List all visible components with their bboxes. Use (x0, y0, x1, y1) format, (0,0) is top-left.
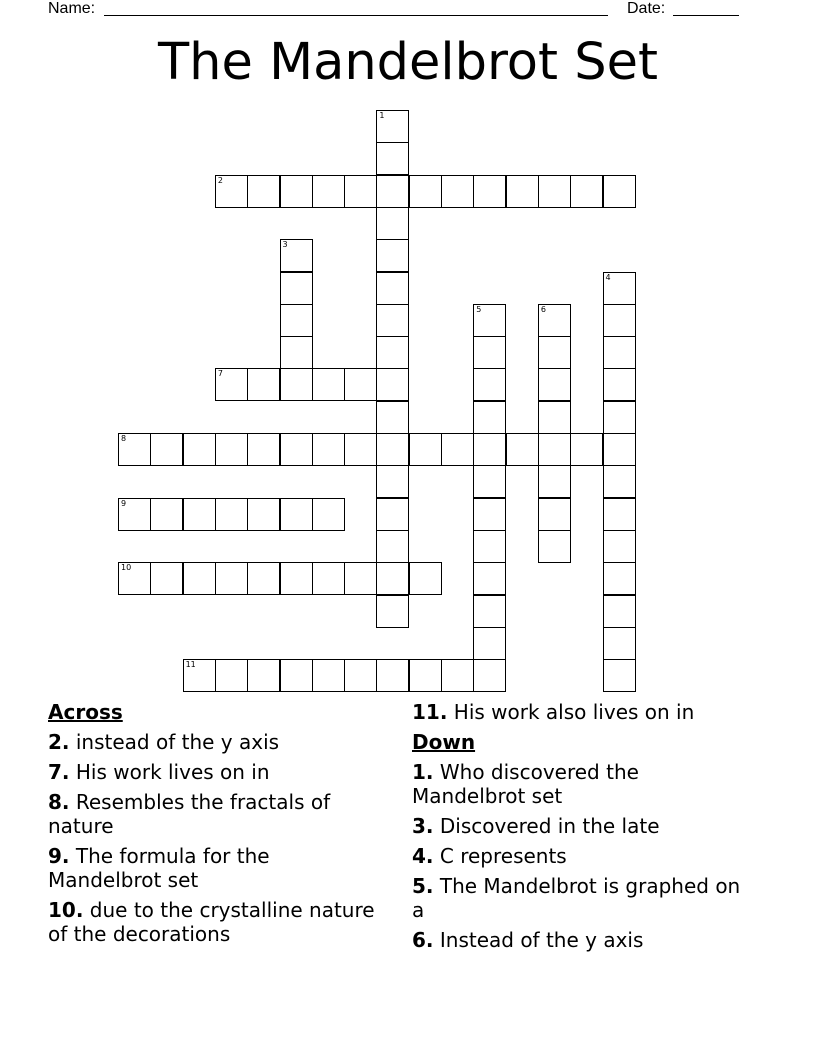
grid-cell[interactable] (473, 433, 506, 466)
grid-cell[interactable] (312, 659, 345, 692)
grid-cell[interactable] (603, 433, 636, 466)
grid-cell[interactable] (344, 433, 377, 466)
grid-cell[interactable] (603, 175, 636, 208)
grid-cell[interactable] (344, 175, 377, 208)
grid-cell[interactable] (215, 659, 248, 692)
grid-cell[interactable] (312, 433, 345, 466)
clue-text: The formula for the Mandelbrot set (48, 844, 270, 892)
clue-text: due to the crystalline nature of the decorations (48, 898, 375, 946)
grid-cell[interactable] (473, 627, 506, 660)
grid-cell[interactable] (247, 433, 280, 466)
grid-cell[interactable] (538, 530, 571, 563)
grid-cell[interactable] (280, 175, 313, 208)
grid-cell[interactable] (473, 530, 506, 563)
grid-cell[interactable] (247, 175, 280, 208)
grid-cell[interactable] (376, 239, 409, 272)
grid-cell[interactable] (376, 368, 409, 401)
clue-across-9 (48, 844, 378, 892)
grid-cell[interactable] (280, 562, 313, 595)
grid-cell[interactable] (183, 433, 216, 466)
grid-cell[interactable] (603, 595, 636, 628)
clue-text: C represents (439, 844, 567, 868)
clue-number: 6. (412, 928, 434, 952)
grid-cell[interactable] (215, 175, 248, 208)
grid-cell[interactable] (312, 175, 345, 208)
grid-cell[interactable] (603, 336, 636, 369)
clue-text: Resembles the fractals of nature (48, 790, 331, 838)
clue-down-3 (412, 814, 752, 838)
grid-cell[interactable] (215, 562, 248, 595)
grid-cell[interactable] (473, 401, 506, 434)
grid-cell[interactable] (215, 498, 248, 531)
grid-cell[interactable] (538, 368, 571, 401)
clue-down-6 (412, 928, 752, 952)
grid-cell[interactable] (409, 175, 442, 208)
grid-cell[interactable] (280, 368, 313, 401)
grid-cell[interactable] (247, 498, 280, 531)
clue-text: The Mandelbrot is graphed on a (412, 874, 741, 922)
grid-cell[interactable] (376, 304, 409, 337)
clue-down-1 (412, 760, 752, 808)
grid-cell[interactable] (376, 401, 409, 434)
clue-number: 4. (412, 844, 434, 868)
grid-cell[interactable] (538, 401, 571, 434)
grid-cell[interactable] (344, 368, 377, 401)
clues-left-column (48, 700, 378, 952)
grid-cell[interactable] (280, 498, 313, 531)
grid-cell[interactable] (376, 207, 409, 240)
grid-cell[interactable] (118, 498, 151, 531)
clue-text: Discovered in the late (439, 814, 660, 838)
grid-cell[interactable] (183, 562, 216, 595)
grid-cell[interactable] (473, 336, 506, 369)
grid-cell[interactable] (344, 659, 377, 692)
grid-cell[interactable] (538, 336, 571, 369)
grid-cell[interactable] (603, 498, 636, 531)
grid-cell[interactable] (603, 562, 636, 595)
cell-number: 4 (605, 272, 611, 282)
date-label: Date: (627, 0, 666, 17)
clue-across-11 (412, 700, 752, 724)
cell-number: 11 (185, 660, 196, 670)
clues-right-column (412, 700, 752, 958)
grid-cell[interactable] (150, 562, 183, 595)
grid-cell[interactable] (570, 175, 603, 208)
grid-cell[interactable] (473, 595, 506, 628)
grid-cell[interactable] (280, 304, 313, 337)
grid-cell[interactable] (247, 659, 280, 692)
clue-across-2 (48, 730, 378, 754)
clue-text: Instead of the y axis (439, 928, 644, 952)
grid-cell[interactable] (376, 336, 409, 369)
grid-cell[interactable] (538, 304, 571, 337)
page-title: The Mandelbrot Set (158, 33, 658, 92)
clue-down-5 (412, 874, 752, 922)
clue-across-8 (48, 790, 378, 838)
grid-cell[interactable] (376, 272, 409, 305)
grid-cell[interactable] (603, 401, 636, 434)
grid-cell[interactable] (506, 175, 539, 208)
clue-number: 11. (412, 700, 448, 724)
grid-cell[interactable] (150, 433, 183, 466)
grid-cell[interactable] (570, 433, 603, 466)
grid-cell[interactable] (312, 498, 345, 531)
grid-cell[interactable] (118, 562, 151, 595)
grid-cell[interactable] (603, 465, 636, 498)
grid-cell[interactable] (247, 562, 280, 595)
grid-cell[interactable] (409, 659, 442, 692)
grid-cell[interactable] (441, 433, 474, 466)
grid-cell[interactable] (376, 530, 409, 563)
grid-cell[interactable] (376, 595, 409, 628)
grid-cell[interactable] (376, 175, 409, 208)
cell-number: 6 (540, 304, 546, 314)
grid-cell[interactable] (183, 659, 216, 692)
clue-number: 8. (48, 790, 70, 814)
grid-cell[interactable] (538, 465, 571, 498)
cell-number: 8 (121, 434, 127, 443)
grid-cell[interactable] (150, 498, 183, 531)
clue-text: His work also lives on in (453, 700, 695, 724)
grid-cell[interactable] (312, 562, 345, 595)
grid-cell[interactable] (473, 498, 506, 531)
grid-cell[interactable] (215, 433, 248, 466)
clue-text: His work lives on in (75, 760, 270, 784)
clue-number: 3. (412, 814, 434, 838)
grid-cell[interactable] (376, 562, 409, 595)
grid-cell[interactable] (538, 433, 571, 466)
cell-number: 1 (379, 111, 385, 120)
cell-number: 2 (217, 175, 223, 185)
grid-cell[interactable] (280, 659, 313, 692)
across-heading: Across (48, 700, 123, 724)
cell-number: 9 (121, 498, 127, 508)
grid-cell[interactable] (603, 272, 636, 305)
grid-cell[interactable] (603, 304, 636, 337)
clue-across-7 (48, 760, 378, 784)
grid-cell[interactable] (312, 368, 345, 401)
grid-cell[interactable] (409, 433, 442, 466)
cell-number: 7 (217, 369, 223, 379)
grid-cell[interactable] (506, 433, 539, 466)
grid-cell[interactable] (280, 272, 313, 305)
grid-cell[interactable] (280, 433, 313, 466)
grid-cell[interactable] (376, 659, 409, 692)
clue-number: 7. (48, 760, 70, 784)
grid-cell[interactable] (376, 433, 409, 466)
grid-cell[interactable] (603, 627, 636, 660)
grid-cell[interactable] (603, 368, 636, 401)
grid-cell[interactable] (473, 175, 506, 208)
clue-down-4 (412, 844, 752, 868)
name-label: Name: (48, 0, 96, 17)
grid-cell[interactable] (473, 562, 506, 595)
grid-cell[interactable] (603, 659, 636, 692)
clue-across-10 (48, 898, 378, 946)
grid-cell[interactable] (215, 368, 248, 401)
cell-number: 10 (121, 563, 132, 573)
grid-cell[interactable] (441, 175, 474, 208)
clue-text: instead of the y axis (75, 730, 280, 754)
grid-cell[interactable] (376, 465, 409, 498)
grid-cell[interactable] (376, 110, 409, 143)
grid-cell[interactable] (538, 175, 571, 208)
grid-cell[interactable] (183, 498, 216, 531)
grid-cell[interactable] (376, 142, 409, 175)
grid-cell[interactable] (441, 659, 474, 692)
grid-cell[interactable] (280, 336, 313, 369)
grid-cell[interactable] (344, 562, 377, 595)
grid-cell[interactable] (118, 433, 151, 466)
grid-cell[interactable] (247, 368, 280, 401)
grid-cell[interactable] (280, 239, 313, 272)
grid-cell[interactable] (409, 562, 442, 595)
grid-cell[interactable] (473, 659, 506, 692)
clue-number: 5. (412, 874, 434, 898)
clue-number: 9. (48, 844, 70, 868)
cell-number: 5 (476, 304, 482, 314)
grid-cell[interactable] (603, 530, 636, 563)
grid-cell[interactable] (473, 465, 506, 498)
grid-cell[interactable] (376, 498, 409, 531)
cell-number: 3 (282, 240, 288, 250)
clue-text: Who discovered the Mandelbrot set (412, 760, 639, 808)
grid-cell[interactable] (473, 368, 506, 401)
clue-number: 10. (48, 898, 84, 922)
clue-number: 1. (412, 760, 434, 784)
grid-cell[interactable] (538, 498, 571, 531)
down-heading: Down (412, 730, 476, 754)
clue-number: 2. (48, 730, 70, 754)
grid-cell[interactable] (473, 304, 506, 337)
